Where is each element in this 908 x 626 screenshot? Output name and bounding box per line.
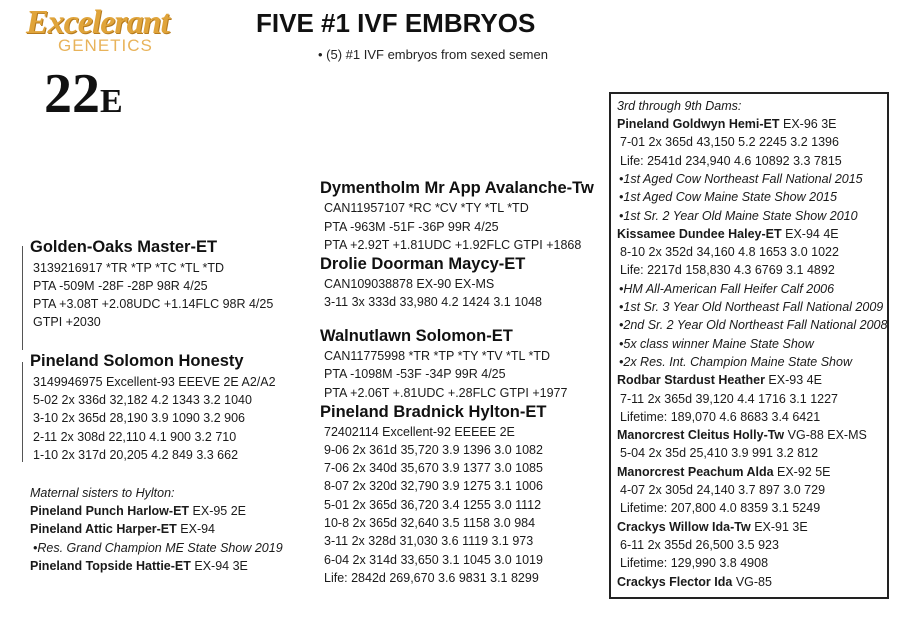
dam-line: 3149946975 Excellent-93 EEEVE 2E A2/A2 (33, 375, 276, 389)
maternal-heading: Maternal sisters to Hylton: (30, 486, 175, 500)
sister-class: EX-95 2E (189, 504, 247, 518)
dam-ancestor-class: EX-96 3E (779, 117, 837, 131)
lot-number (44, 63, 123, 125)
dam3-name: Pineland Bradnick Hylton-ET (320, 403, 547, 421)
sire-name: Golden-Oaks Master-ET (30, 238, 218, 256)
dam-ancestor-name: Rodbar Stardust Heather (617, 373, 765, 388)
dam-record: 2-11 2x 308d 22,110 4.1 900 3.2 710 (33, 430, 237, 444)
dam-ancestor-record: 4-07 2x 305d 24,140 3.7 897 3.0 729 (620, 483, 826, 497)
sire-bracket-line (22, 246, 23, 350)
maternal-sister (30, 520, 215, 538)
dam-ancestor (617, 463, 831, 481)
dam-name: Pineland Solomon Honesty (30, 352, 244, 370)
dam-ancestor (617, 371, 822, 389)
sire3-line: CAN11775998 *TR *TP *TY *TV *TL *TD (324, 349, 551, 363)
page-subtitle: • (5) #1 IVF embryos from sexed semen (318, 47, 548, 62)
dam-ancestor-record: Lifetime: 207,800 4.0 8359 3.1 5249 (620, 501, 821, 516)
dam3-record: 8-07 2x 320d 32,790 3.9 1275 3.1 1006 (324, 479, 543, 493)
dam-ancestor (617, 426, 867, 444)
sister-class: EX-94 (176, 522, 216, 536)
dam-ancestor-note: •5x class winner Maine State Show (619, 336, 814, 351)
dam-ancestor-name: Manorcrest Peachum Alda (617, 464, 774, 479)
dam-ancestor-record: Life: 2541d 234,940 4.6 10892 3.3 7815 (620, 153, 842, 168)
dam-ancestor (617, 225, 839, 243)
sister-name: Pineland Attic Harper-ET (30, 522, 177, 536)
dam-ancestor-class: VG-88 EX-MS (784, 428, 867, 443)
dam3-record: 5-01 2x 365d 36,720 3.4 1255 3.0 1112 (324, 498, 542, 512)
sire2-line: PTA -963M -51F -36P 99R 4/25 (324, 220, 499, 234)
sire-line: PTA -509M -28F -28P 98R 4/25 (33, 279, 208, 293)
dam3-lifetime: Life: 2842d 269,670 3.6 9831 3.1 8299 (324, 571, 539, 585)
dam3-record: 3-11 2x 328d 31,030 3.6 1119 3.1 973 (324, 534, 534, 548)
sister-class: EX-94 3E (190, 559, 248, 573)
dam3-record: 7-06 2x 340d 35,670 3.9 1377 3.0 1085 (324, 461, 543, 475)
dam-ancestor-record: 7-11 2x 365d 39,120 4.4 1716 3.1 1227 (620, 391, 839, 406)
dam3-record: 10-8 2x 365d 32,640 3.5 1158 3.0 984 (324, 516, 536, 530)
sire3-line: PTA -1098M -53F -34P 99R 4/25 (324, 367, 506, 381)
dam-ancestor-name: Crackys Flector Ida (617, 574, 733, 589)
dam3-record: 6-04 2x 314d 33,650 3.1 1045 3.0 1019 (324, 553, 543, 567)
sire-line: GTPI +2030 (33, 315, 101, 329)
sister-name: Pineland Punch Harlow-ET (30, 504, 190, 518)
dam-ancestor-note: •1st Aged Cow Northeast Fall National 2015 (619, 171, 863, 186)
sister-name: Pineland Topside Hattie-ET (30, 559, 191, 573)
sister-note: •Res. Grand Champion ME State Show 2019 (33, 541, 283, 555)
dam-ancestor-record: Lifetime: 129,990 3.8 4908 (620, 556, 769, 571)
lot-number-suffix: E (100, 83, 123, 120)
logo-wordmark: Excelerant (26, 4, 169, 41)
dam2-name: Drolie Doorman Maycy-ET (320, 255, 526, 273)
dam-ancestor-note: •1st Sr. 3 Year Old Northeast Fall National 2009 (619, 300, 884, 314)
dam-ancestor-name: Kissamee Dundee Haley-ET (617, 226, 782, 241)
dam-ancestor-class: EX-91 3E (750, 519, 808, 534)
sire3-line: PTA +2.06T +.81UDC +.28FLC GTPI +1977 (324, 386, 568, 400)
dam-ancestor-class: EX-93 4E (764, 373, 822, 388)
dam-record: 3-10 2x 365d 28,190 3.9 1090 3.2 906 (33, 411, 245, 425)
dam-ancestor-class: EX-92 5E (773, 464, 831, 479)
sire2-name: Dymentholm Mr App Avalanche-Tw (320, 179, 594, 197)
dam-ancestor-name: Pineland Goldwyn Hemi-ET (617, 117, 780, 131)
dam-ancestor-note: •2x Res. Int. Champion Maine State Show (619, 354, 852, 369)
dam2-record: 3-11 3x 333d 33,980 4.2 1424 3.1 1048 (324, 295, 543, 309)
dam-ancestor-name: Manorcrest Cleitus Holly-Tw (617, 428, 785, 443)
sire2-line: CAN11957107 *RC *CV *TY *TL *TD (324, 201, 529, 215)
logo-subtext: GENETICS (58, 36, 153, 55)
dam-ancestor-class: VG-85 (732, 574, 772, 589)
sire-line: PTA +3.08T +2.08UDC +1.14FLC 98R 4/25 (33, 297, 274, 311)
sire3-name: Walnutlawn Solomon-ET (320, 327, 513, 345)
dam-ancestor-name: Crackys Willow Ida-Tw (617, 519, 751, 534)
dam-ancestor-record: Life: 2217d 158,830 4.3 6769 3.1 4892 (620, 263, 835, 278)
dam-bracket-line (22, 362, 23, 462)
dam-record: 1-10 2x 317d 20,205 4.2 849 3.3 662 (33, 448, 239, 462)
dam-ancestor (617, 518, 808, 536)
dam-record: 5-02 2x 336d 32,182 4.2 1343 3.2 1040 (33, 393, 252, 407)
dam-ancestor-note: •HM All-American Fall Heifer Calf 2006 (619, 281, 835, 296)
page-title: FIVE #1 IVF EMBRYOS (256, 8, 536, 38)
lot-number-digits: 22 (44, 63, 100, 125)
sire2-line: PTA +2.92T +1.81UDC +1.92FLC GTPI +1868 (324, 238, 582, 252)
dam-ancestor-note: •2nd Sr. 2 Year Old Northeast Fall National 2008 (619, 318, 888, 333)
maternal-sister (30, 502, 246, 520)
dam-ancestor (617, 573, 772, 591)
sire-line: 3139216917 *TR *TP *TC *TL *TD (33, 261, 225, 275)
dam3-record: 9-06 2x 361d 35,720 3.9 1396 3.0 1082 (324, 443, 543, 457)
dam-ancestor-record: Lifetime: 189,070 4.6 8683 3.4 6421 (620, 409, 821, 424)
dam-ancestor-record: 6-11 2x 355d 26,500 3.5 923 (620, 537, 779, 552)
dam-ancestor (617, 115, 837, 133)
maternal-sister (30, 557, 248, 575)
dam-ancestor-note: •1st Sr. 2 Year Old Maine State Show 2010 (619, 208, 858, 223)
dam2-line: CAN109038878 EX-90 EX-MS (324, 277, 495, 291)
dam-ancestor-record: 8-10 2x 352d 34,160 4.8 1653 3.0 1022 (620, 245, 839, 260)
dam-ancestor-note: •1st Aged Cow Maine State Show 2015 (619, 190, 837, 205)
dam3-line: 72402114 Excellent-92 EEEEE 2E (324, 425, 515, 439)
dam-ancestor-record: 5-04 2x 35d 25,410 3.9 991 3.2 812 (620, 446, 819, 461)
dam-ancestor-class: EX-94 4E (781, 226, 839, 241)
dams-heading: 3rd through 9th Dams: (617, 99, 742, 113)
dam-ancestor-record: 7-01 2x 365d 43,150 5.2 2245 3.2 1396 (620, 135, 839, 150)
